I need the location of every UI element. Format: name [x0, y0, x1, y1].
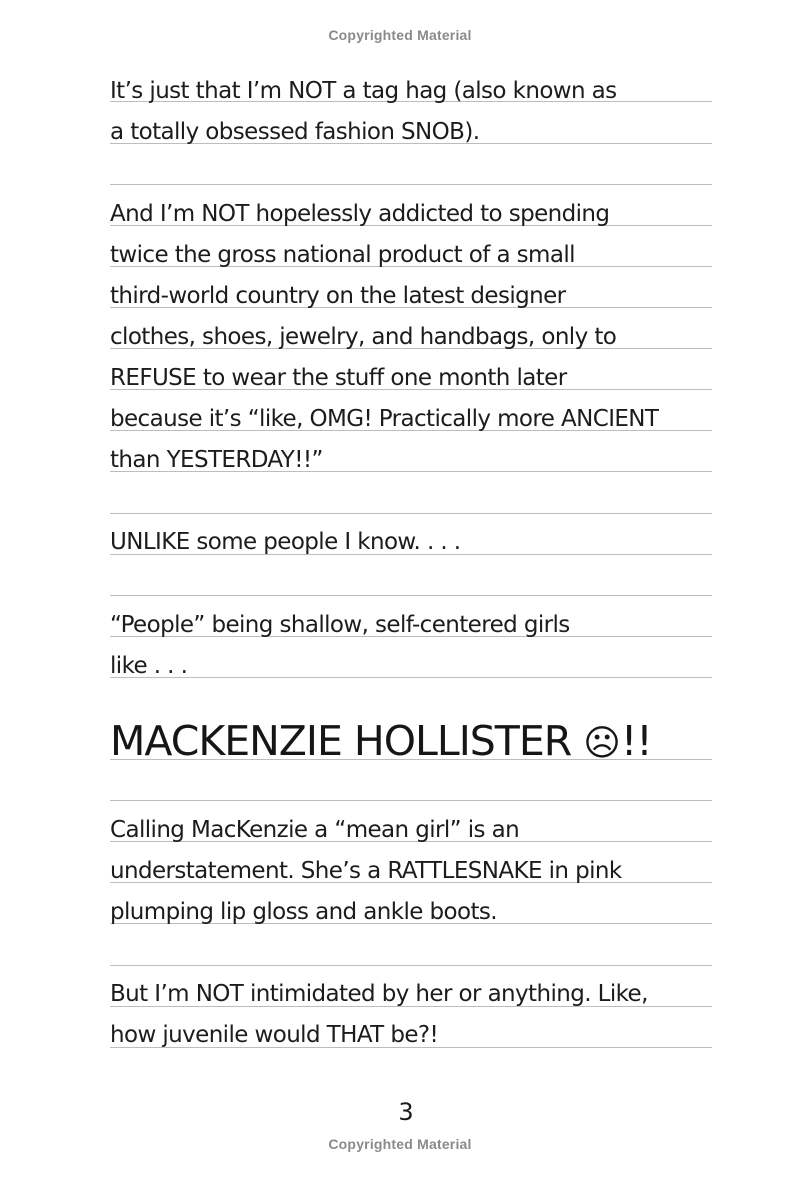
frown-face-icon: ☹ — [583, 723, 621, 764]
text-line: But I’m NOT intimidated by her or anything. Like, — [110, 981, 648, 1007]
text-line: plumping lip gloss and ankle boots. — [110, 899, 497, 925]
text-line: twice the gross national product of a small — [110, 242, 575, 268]
text-line: third-world country on the latest designer — [110, 283, 566, 309]
text-line: a totally obsessed fashion SNOB). — [110, 119, 480, 145]
headline — [110, 716, 712, 769]
text-line: Calling MacKenzie a “mean girl” is an — [110, 817, 520, 843]
rule-line — [110, 184, 712, 185]
text-line: It’s just that I’m NOT a tag hag (also known as — [110, 78, 617, 104]
text-line: because it’s “like, OMG! Practically more ANCIENT — [110, 406, 659, 432]
headline-exclaim: !! — [620, 717, 652, 765]
text-line: “People” being shallow, self-centered girls — [110, 612, 570, 638]
copyright-watermark-top: Copyrighted Material — [328, 27, 472, 43]
rule-line — [110, 595, 712, 596]
text-line: than YESTERDAY!!” — [110, 447, 323, 473]
text-line: understatement. She’s a RATTLESNAKE in pink — [110, 858, 622, 884]
text-line: And I’m NOT hopelessly addicted to spending — [110, 201, 610, 227]
text-line: REFUSE to wear the stuff one month later — [110, 365, 567, 391]
headline-text: MACKENZIE HOLLISTER — [110, 717, 584, 765]
rule-line — [110, 513, 712, 514]
text-line: how juvenile would THAT be?! — [110, 1022, 439, 1048]
text-line: UNLIKE some people I know. . . . — [110, 529, 461, 555]
text-line: like . . . — [110, 653, 188, 679]
rule-line — [110, 800, 712, 801]
text-line: clothes, shoes, jewelry, and handbags, only to — [110, 324, 617, 350]
copyright-watermark-bottom: Copyrighted Material — [328, 1136, 472, 1152]
page-number: 3 — [398, 1098, 414, 1126]
rule-line — [110, 965, 712, 966]
